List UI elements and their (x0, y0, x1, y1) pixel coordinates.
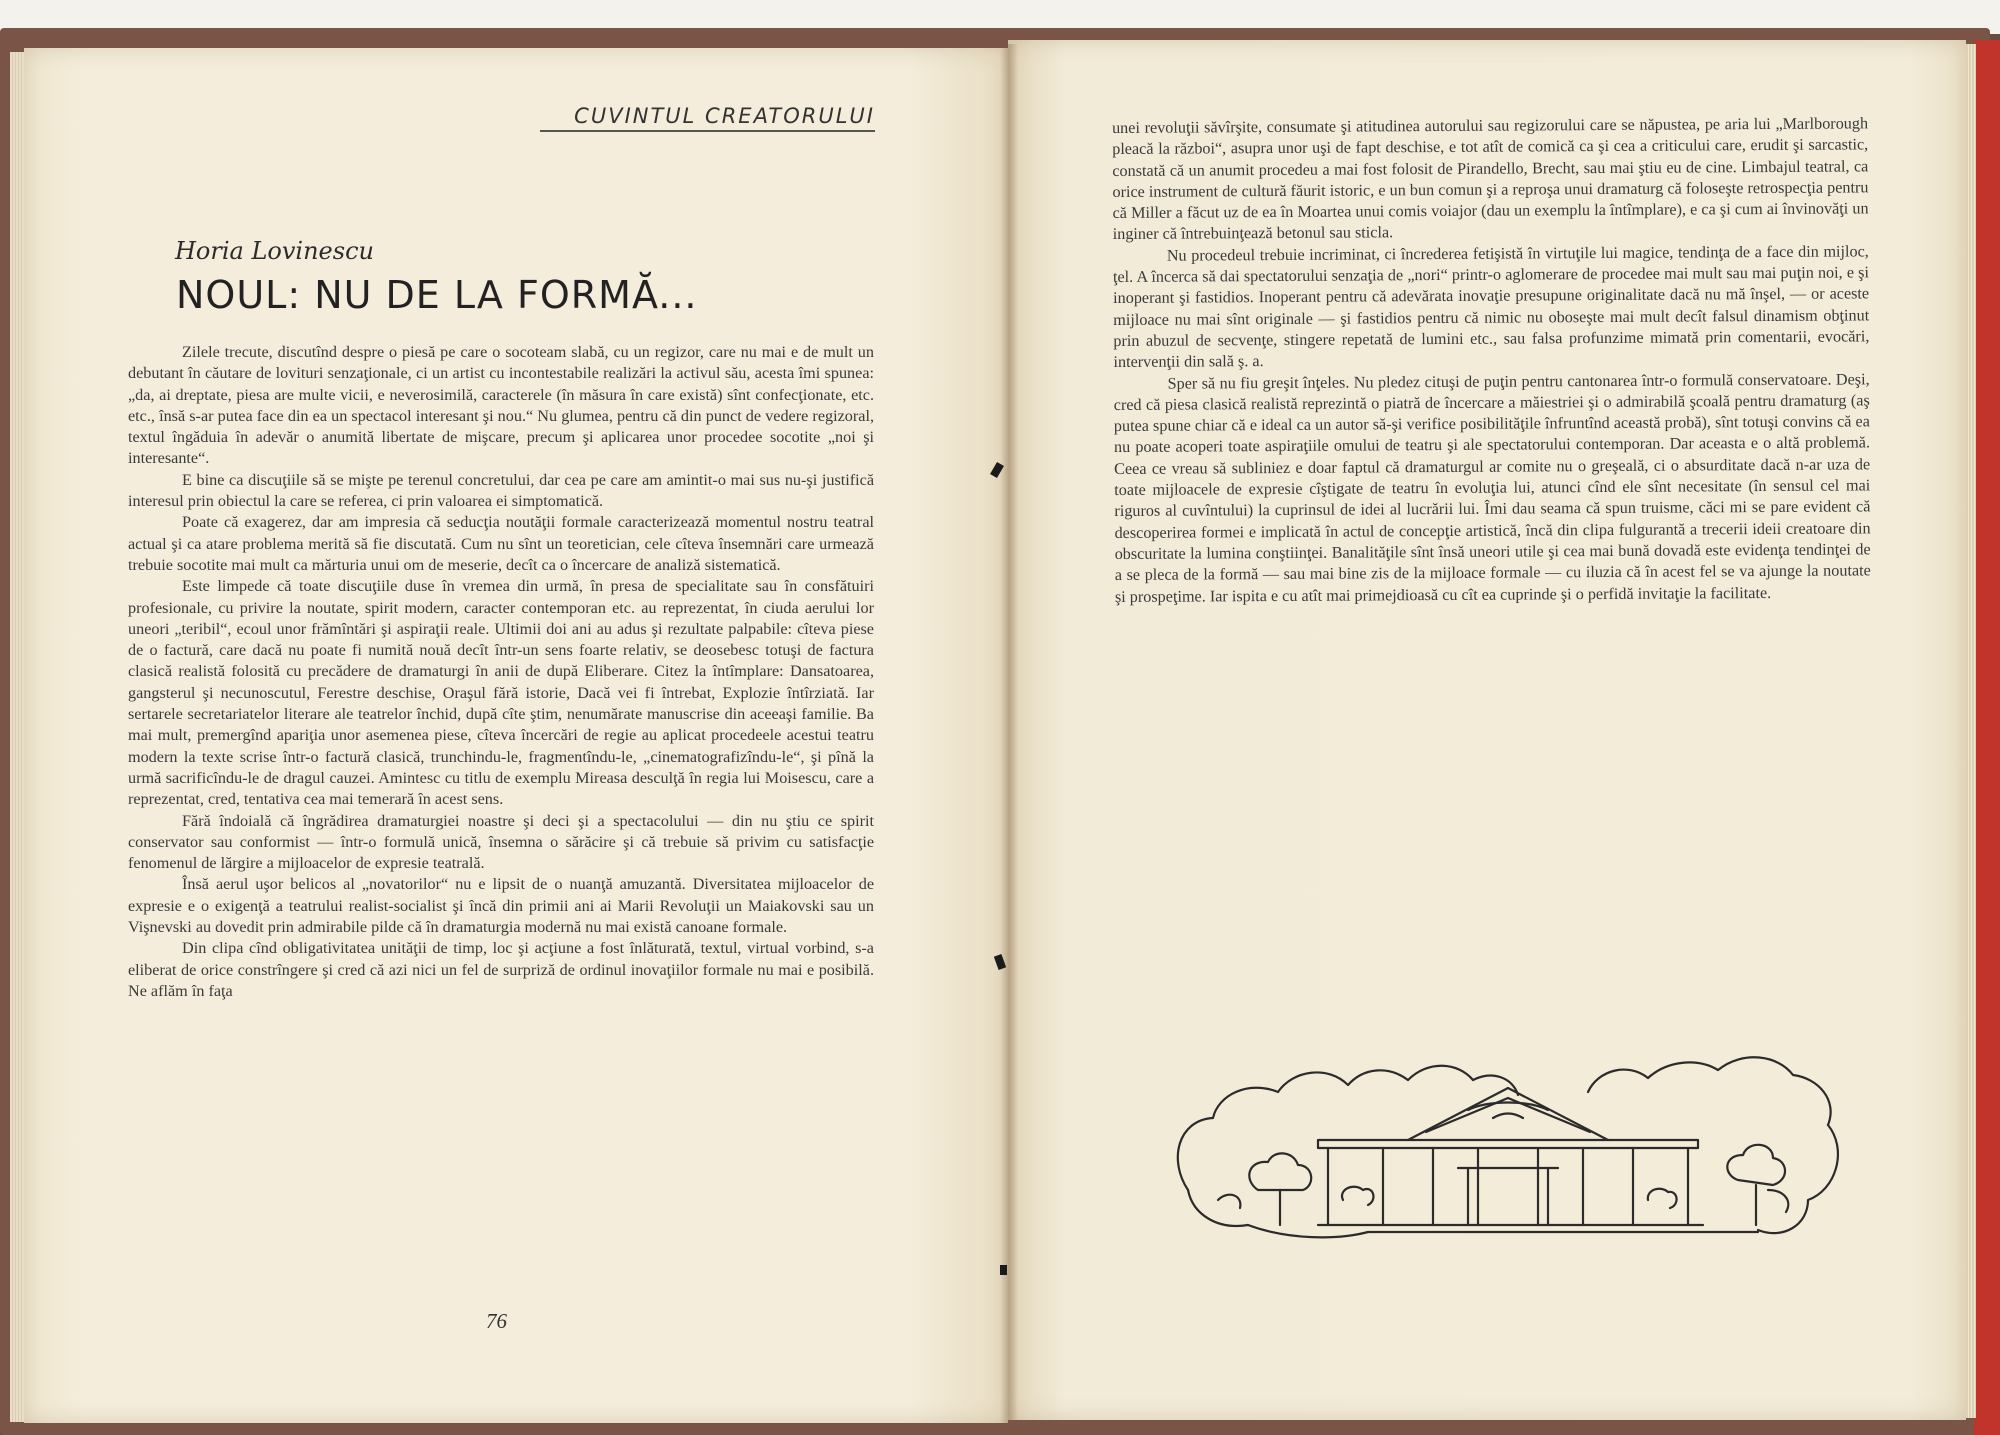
author-name: Horia Lovinescu (175, 237, 374, 265)
paragraph: E bine ca discuţiile să se mişte pe terenul concretului, dar cea pe care am amintit-o mai sus nu-şi justifică interesul prin obiectul la care se referea, ci prin valoarea ei simptomatică. (128, 470, 874, 511)
paragraph: Sper să nu fiu greşit înţeles. Nu pledez cituşi de puţin pentru cantonarea într-o formulă conservatoare. Deşi, cred că piesa clasică realistă reprezintă o piatră de încercare a măiestriei şi o admirabilă şcoală pentru dramaturg (aş putea spune chiar că e ideal ca un autor să-şi verifice posibilităţile înfruntînd această probă), sînt totuşi convins că ea nu poate acoperi toate aspiraţiile omului de teatru şi ale spectatorului contemporan. Dar aceasta e o altă problemă. Ceea ce vreau să subliniez e doar faptul că dramaturgul ar comite nu o greşeală, ci o absurditate dacă n-ar uza de toate mijloacele de expresie cîştigate de teatru în evoluţia lui, atunci cînd ele sînt necesitate (în sensul cel mai riguros al cuvîntului) la cuprinsul de idei al lucrării lui. Îmi dau seama că spun truisme, căci mi se pare evident că descoperirea formei e implicată în actul de concepţie artistică, încă din clipa fulgurantă a trecerii ideii creatoare din obscuritate la lumina conştiinţei. Banalităţile sînt însă uneori utile şi cea mai bună dovadă este evidenţa tendinţei de a se pleca de la formă — sau mai bine zis de la mijloace formale — cu iluzia că în acest fel se va ajunge la noutate şi prospeţime. Iar ispita e cu atît mai primejdioasă cu cît ea cuprinde şi o perfidă invitaţie la facilitate. (1113, 369, 1871, 606)
right-page-edges (1966, 44, 1976, 1418)
left-page-edges (10, 52, 24, 1422)
right-page-body (1112, 113, 1871, 607)
paragraph: unei revoluţii săvîrşite, consumate şi atitudinea autorului sau regizorului care se năpustea, pe aria lui „Marlborough pleacă la război“, asupra unor uşi de fapt deschise, e tot atît de comică ca şi cea a criticului care, erudit şi sarcastic, constată că un anumit procedeu a mai fost folosit de Pirandello, Brecht, sau mai ştiu eu de cine. Limbajul teatral, ca orice instrument de cultură făurit istoric, e un bun comun şi a reproşa unui dramaturg că foloseşte retrospecţia pentru că Miller a făcut uz de ea în Moartea unui comis voiajor (dau un exemplu la întîmplare), e ca şi cum ai învinovăţi un inginer că întrebuinţează betonul sau sticla. (1112, 114, 1869, 244)
paragraph: Fără îndoială că îngrădirea dramaturgiei noastre şi deci şi a spectacolului — din nu ştiu ce spirit conservator sau conformist — într-o formulă unică, însemna o sărăcire şi că trebuie să privim cu satisfacţie fenomenul de lărgire a mijloacelor de expresie teatrală. (128, 811, 874, 873)
paragraph: Însă aerul uşor belicos al „novatorilor“ nu e lipsit de o nuanţă amuzantă. Diversitatea mijloacelor de expresie e o exigenţă a teatrului realist-socialist şi încă din primii ani ai Marii Revoluţii un Maiakovski sau un Vişnevski au dovedit prin admirabile pilde că în dramaturgia modernă nu mai există canoane formale. (128, 875, 874, 937)
paragraph: Nu procedeul trebuie incriminat, ci încrederea fetişistă în virtuţile lui magice, tendinţa de a face din mijloc, ţel. A încerca să dai spectatorului senzaţia de „nori“ printr-o aglomerare de procedee mai mult sau mai puţin noi, e şi inoperant şi fastidios. Inoperant pentru că adevărata inovaţie presupune originalitate dacă nu mă înşel, — or aceste mijloace nu mai sînt originale — şi fastidios pentru că nimic nu oboseşte mai mult decît falsul dinamism obţinut prin abuzul de secvenţe, stingere repetată de lumini etc., sau falsa profunzime mimată prin comentarii, evocări, intervenţii din sală ş. a. (1112, 242, 1870, 372)
paragraph: Este limpede că toate discuţiile duse în vremea din urmă, în presa de specialitate sau în consfătuiri profesionale, cu privire la noutate, spirit modern, caracter contemporan etc. au reprezentat, în ciuda aerului lor uneori „teribil“, ecoul unor frămîntări şi aspiraţii reale. Ultimii doi ani au adus şi rezultate palpabile: cîteva piese de o factură, care dacă nu poate fi numită nouă decît într-un sens foarte relativ, se deosebesc totuşi de factura clasică realistă folosită cu precădere de dramaturgi în anii de după Eliberare. Citez la întîmplare: Dansatoarea, gangsterul şi necunoscutul, Ferestre deschise, Oraşul fără istorie, Dacă vei fi întrebat, Explozie întîrziată. Iar sertarele secretariatelor literare ale teatrelor închid, după cîte ştim, nenumărate manuscrise din aceeaşi familie. Ba mai mult, premergînd apariţia unor asemenea piese, cîteva încercări de regie au aplicat procedeele acestui teatru modern la texte scrise într-o factură clasică, trunchindu-le, fragmentîndu-le, „cinematografizîndu-le“, şi pînă la urmă sacrificîndu-le de dragul cauzei. Amintesc cu titlu de exemplu Mireasa desculţă în regia lui Moisescu, care a reprezentat, cred, tentativa cea mai temerară în acest sens. (128, 577, 874, 809)
paragraph: Zilele trecute, discutînd despre o piesă pe care o socoteam slabă, cu un regizor, care nu mai e de mult un debutant în căutare de lovituri senzaţionale, ci un artist cu incontestabile realizări la activul său, acesta îmi spunea: „da, ai dreptate, piesa are multe vicii, e neverosimilă, caracterele (în măsura în care există) sînt confecţionate, etc. etc., însă s-ar putea face din ea un spectacol interesant şi nou.“ Nu glumea, pentru că din punct de vedere regizoral, textul îngăduia în adevăr o anumită libertate de mişcare, precum şi aplicarea unor procedee socotite „noi şi interesante“. (128, 343, 874, 468)
paragraph: Din clipa cînd obligativitatea unităţii de timp, loc şi acţiune a fost înlăturată, textul, virtual vorbind, s-a eliberat de orice constrîngere şi cred că azi nici un fel de surpriză de ordinul inovaţiilor formale nu mai e posibilă. Ne aflăm în faţa (128, 939, 874, 1000)
cover-red-edge (1974, 40, 2000, 1435)
section-heading: CUVINTUL CREATORULUI (540, 104, 875, 132)
left-page-body (128, 342, 874, 1002)
page-number: 76 (486, 1309, 507, 1333)
binding-mark (1000, 1265, 1007, 1275)
book-gutter (1000, 44, 1018, 1424)
theatre-building-illustration (1168, 1040, 1848, 1250)
article-title: NOUL: NU DE LA FORMĂ... (176, 273, 698, 317)
paragraph: Poate că exagerez, dar am impresia că seducţia noutăţii formale caracterizează momentul nostru teatral actual şi ca atare problema merită să fie discutată. Cum nu sînt un teoretician, cele cîteva însemnări care urmează trebuie socotite mai mult ca mărturia unui om de meserie, decît ca o încercare de analiză sistematică. (128, 513, 874, 574)
